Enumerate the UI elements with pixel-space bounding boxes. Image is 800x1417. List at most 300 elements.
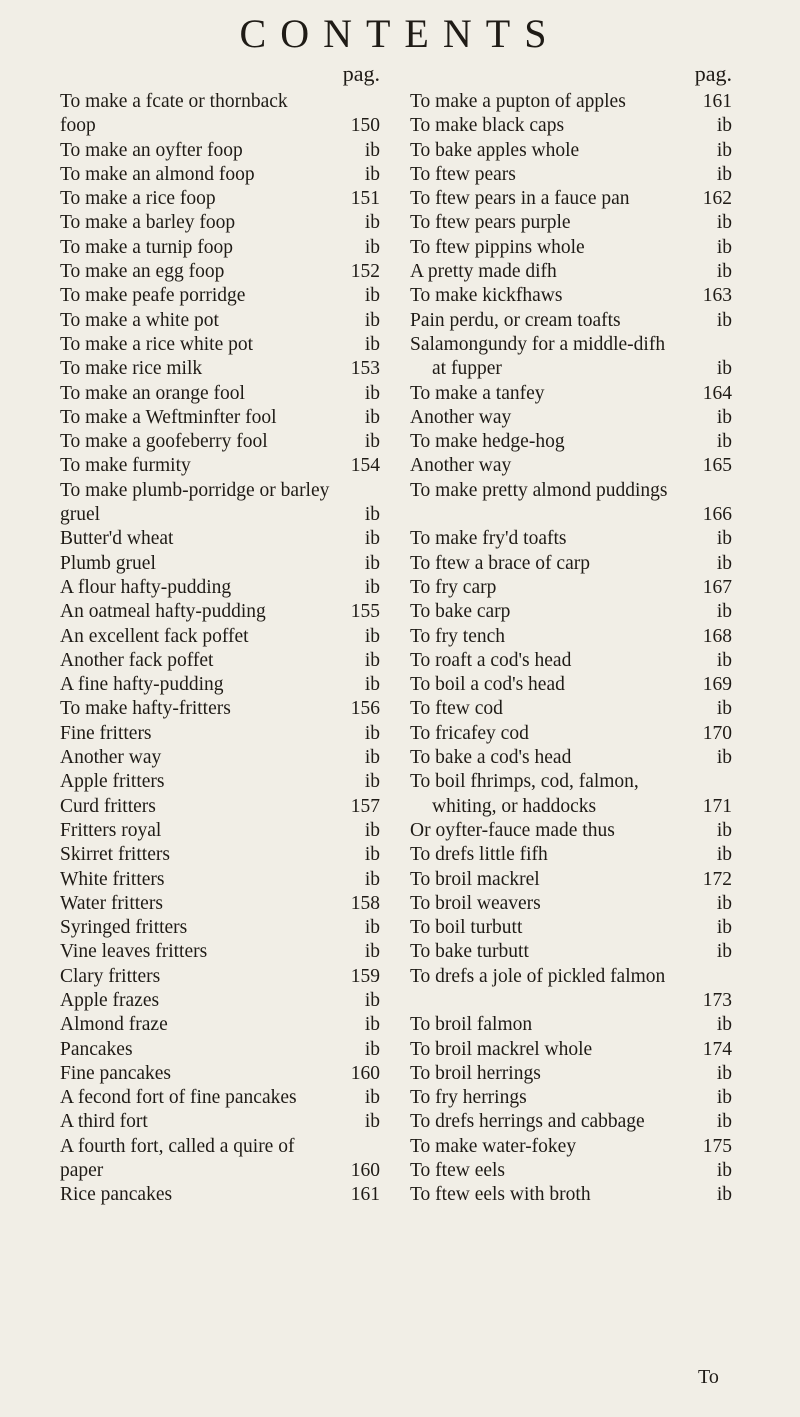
entry-page: ib [364,649,380,671]
entry-title: To make a tanfey [410,382,545,404]
toc-entry [410,843,732,867]
entry-title: Plumb gruel [60,552,156,574]
toc-entry [60,1159,380,1183]
toc-row [410,1038,732,1062]
entry-page: 169 [702,674,732,696]
entry-page: ib [364,406,380,428]
toc-row [60,527,380,551]
toc-row [60,795,380,819]
entry-page: ib [364,552,380,574]
entry-page: ib [716,261,732,283]
entry-title: To make water-fokey [410,1135,577,1157]
pag-label: pag. [694,61,732,86]
entry-title: An oatmeal hafty-pudding [60,601,266,623]
entry-page: ib [716,139,732,161]
toc-row [410,236,732,260]
toc-entry [410,1159,732,1183]
entry-page: ib [716,1062,732,1084]
entry-page: ib [364,819,380,841]
toc-entry [410,552,732,576]
entry-page: ib [364,722,380,744]
toc-row [60,600,380,624]
entry-page: 161 [702,91,732,112]
entry-page: 165 [702,455,732,477]
toc-entry [410,649,732,673]
toc-row [410,479,732,503]
entry-page: ib [716,212,732,234]
entry-title: To fricafey cod [410,722,529,744]
entry-title: Curd fritters [60,795,156,817]
toc-entry [410,673,732,697]
entry-title: paper [60,1160,104,1182]
entry-page: ib [716,1184,732,1206]
entry-page: 160 [350,1160,380,1182]
toc-row [60,819,380,843]
toc-entry [60,454,380,478]
toc-entry [60,892,380,916]
entry-page: ib [716,236,732,258]
toc-row [60,697,380,721]
toc-row [60,965,380,989]
entry-title: To broil falmon [410,1014,533,1036]
toc-row [410,90,732,114]
toc-entry [60,600,380,624]
entry-title: Fine fritters [60,722,152,744]
toc-entry [60,843,380,867]
toc-entry [410,1183,732,1207]
toc-row [60,382,380,406]
entry-page: ib [716,163,732,185]
toc-row [410,1086,732,1110]
entry-page: ib [716,552,732,574]
entry-title: Vine leaves fritters [60,941,208,963]
toc-entry [60,916,380,940]
toc-row [410,770,732,794]
entry-page: ib [716,528,732,550]
catchword: To [698,1366,719,1388]
toc-entry [410,406,732,430]
entry-title: To bake apples whole [410,139,580,161]
toc-row [410,382,732,406]
toc-row [410,722,732,746]
entry-title: To make black caps [410,115,565,137]
entry-title: To make a Weftminfter fool [60,406,277,428]
toc-row [410,965,732,989]
toc-row [410,527,732,551]
toc-row [60,90,380,114]
toc-row [410,1159,732,1183]
toc-entry [410,479,732,528]
entry-page: ib [364,1014,380,1036]
toc-entry [60,503,380,527]
toc-entry [60,965,380,989]
entry-title: A flour hafty-pudding [60,576,232,598]
entry-title: To make fry'd toafts [410,528,567,550]
toc-entry [410,114,732,138]
entry-title: To make an orange fool [60,382,245,404]
toc-row [410,260,732,284]
toc-row [60,1159,380,1183]
right-column [410,58,732,1208]
toc-entry [410,600,732,624]
toc-row [410,309,732,333]
entry-page: ib [364,941,380,963]
toc-row [60,843,380,867]
toc-entry [410,1086,732,1110]
toc-entry [410,576,732,600]
entry-title: To make pretty almond puddings [410,479,668,501]
pag-label: pag. [342,61,380,86]
entry-page: 161 [350,1184,380,1206]
entry-page: ib [716,309,732,331]
toc-row [410,697,732,721]
toc-row [60,1062,380,1086]
toc-entry [60,819,380,843]
toc-entry [410,916,732,940]
entry-page: ib [716,115,732,137]
toc-entry [410,527,732,551]
entry-title: Or oyfter-fauce made thus [410,819,615,841]
toc-entry [60,940,380,964]
entry-title: Clary fritters [60,965,161,987]
entry-title-continued: whiting, or haddocks [432,795,597,817]
entry-title: To make a pupton of apples [410,91,626,112]
toc-entry [60,1062,380,1086]
entry-page: ib [364,1111,380,1133]
entry-page: ib [364,917,380,939]
entry-page: 175 [702,1135,732,1157]
toc-row [60,163,380,187]
entry-title: To make rice milk [60,358,203,380]
toc-row [60,406,380,430]
entry-page: 174 [702,1038,732,1060]
toc-entry [410,90,732,114]
entry-page: ib [364,528,380,550]
entry-title: Another way [410,455,512,477]
entry-title: To make an egg foop [60,261,225,283]
entry-title: To fry carp [410,576,497,598]
toc-row [410,284,732,308]
toc-row [60,503,380,527]
entry-page: 153 [350,358,380,380]
entry-page: ib [716,406,732,428]
entry-page: ib [364,868,380,890]
entry-page: ib [364,236,380,258]
entry-page: ib [364,674,380,696]
entry-title: foop [60,115,96,137]
toc-entry [410,163,732,187]
toc-row [410,916,732,940]
entry-page: 164 [702,382,732,404]
toc-entry [60,625,380,649]
entry-page: 168 [702,625,732,647]
entry-title: Another way [410,406,512,428]
entry-page: ib [364,504,380,526]
entry-title: To make a goofeberry fool [60,431,268,453]
entry-page: ib [364,212,380,234]
right-entry-list [410,90,732,1208]
entry-title: To make a rice white pot [60,333,254,355]
toc-row [410,746,732,770]
toc-entry [60,284,380,308]
entry-page: 173 [702,989,732,1011]
toc-entry [60,479,380,503]
toc-row [410,892,732,916]
entry-page: ib [364,1087,380,1109]
entry-title: To ftew pears in a fauce pan [410,188,630,210]
toc-row-continued [410,357,732,381]
toc-entry [410,454,732,478]
entry-page: ib [364,989,380,1011]
entry-page: ib [716,1014,732,1036]
toc-entry [410,284,732,308]
toc-entry [60,211,380,235]
toc-row [410,576,732,600]
toc-row [60,989,380,1013]
entry-title: Apple frazes [60,989,160,1011]
toc-row [410,940,732,964]
entry-page: ib [716,1087,732,1109]
toc-entry [410,868,732,892]
toc-entry [60,1135,380,1159]
toc-row [60,260,380,284]
toc-entry [410,333,732,382]
toc-row [60,1038,380,1062]
entry-title: To make hafty-fritters [60,698,231,720]
toc-entry [410,139,732,163]
entry-title: To make a rice foop [60,188,216,210]
entry-page: ib [364,333,380,355]
toc-entry [410,892,732,916]
toc-row [410,454,732,478]
toc-entry [60,139,380,163]
toc-row [410,552,732,576]
toc-entry [60,333,380,357]
toc-entry [410,1038,732,1062]
entry-page: 160 [350,1062,380,1084]
toc-row [410,187,732,211]
toc-entry [410,746,732,770]
entry-page: ib [364,431,380,453]
toc-entry [410,260,732,284]
entry-page: 150 [350,115,380,137]
toc-entry [60,576,380,600]
entry-title: To broil herrings [410,1062,541,1084]
toc-row [410,868,732,892]
toc-entry [60,795,380,819]
entry-title: An excellent fack poffet [60,625,249,647]
entry-page: ib [716,698,732,720]
toc-entry [60,989,380,1013]
toc-row [410,163,732,187]
toc-entry [60,406,380,430]
entry-page: ib [364,139,380,161]
toc-entry [410,430,732,454]
toc-row [60,1110,380,1134]
entry-title: Rice pancakes [60,1184,173,1206]
entry-title: To broil weavers [410,892,541,914]
entry-page: ib [716,819,732,841]
entry-page: ib [716,649,732,671]
entry-page: 151 [350,188,380,210]
entry-page: 162 [702,188,732,210]
toc-row [410,114,732,138]
toc-entry [60,1086,380,1110]
entry-page: ib [716,892,732,914]
toc-entry [60,1183,380,1207]
entry-title: Skirret fritters [60,844,170,866]
entry-title: Fritters royal [60,819,162,841]
toc-entry [60,1038,380,1062]
entry-title: White fritters [60,868,165,890]
toc-row [60,625,380,649]
entry-title: To make an oyfter foop [60,139,243,161]
toc-entry [60,649,380,673]
toc-entry [410,309,732,333]
toc-row [410,211,732,235]
entry-title: To ftew pears [410,163,516,185]
entry-page: 170 [702,722,732,744]
entry-title-continued: at fupper [432,358,502,380]
toc-entry [60,309,380,333]
toc-row [410,139,732,163]
toc-row [60,916,380,940]
toc-row [60,746,380,770]
toc-row [60,868,380,892]
toc-row [60,1183,380,1207]
toc-entry [60,163,380,187]
toc-row [60,940,380,964]
toc-entry [60,673,380,697]
entry-title: To ftew eels with broth [410,1184,591,1206]
toc-entry [410,211,732,235]
toc-entry [410,1135,732,1159]
entry-title: Pancakes [60,1038,133,1060]
entry-page: ib [716,941,732,963]
toc-row [60,211,380,235]
toc-entry [410,722,732,746]
toc-entry [60,382,380,406]
entry-page: ib [716,1111,732,1133]
entry-page: 157 [350,795,380,817]
entry-title: Butter'd wheat [60,528,174,550]
entry-title: To boil turbutt [410,917,523,939]
entry-title: To ftew cod [410,698,503,720]
entry-title: To bake carp [410,601,511,623]
toc-entry [60,527,380,551]
toc-row [410,1183,732,1207]
entry-page: ib [364,1038,380,1060]
toc-entry [60,722,380,746]
toc-row [60,576,380,600]
entry-page: 155 [350,601,380,623]
toc-entry [60,1110,380,1134]
entry-page: 166 [702,504,732,526]
entry-title: To drefs little fifh [410,844,548,866]
toc-row-continued [410,795,732,819]
toc-row [60,673,380,697]
toc-row [60,1135,380,1159]
toc-row [60,357,380,381]
entry-title: A fourth fort, called a quire of [60,1135,295,1157]
entry-page: ib [716,358,732,380]
entry-title: To drefs a jole of pickled falmon [410,965,666,987]
toc-entry [410,187,732,211]
toc-entry [410,697,732,721]
entry-page: ib [364,163,380,185]
entry-title: To make a white pot [60,309,219,331]
entry-title: A third fort [60,1111,148,1133]
toc-row [60,722,380,746]
toc-row [410,406,732,430]
entry-title: To make a fcate or thornback [60,91,288,112]
entry-title: Apple fritters [60,771,165,793]
entry-page: ib [364,309,380,331]
entry-page: 163 [702,285,732,307]
toc-row [60,284,380,308]
toc-row [410,649,732,673]
toc-row [60,770,380,794]
toc-row [410,843,732,867]
entry-title: To roaft a cod's head [410,649,572,671]
entry-page: 159 [350,965,380,987]
entry-page: ib [364,747,380,769]
entry-title: To broil mackrel [410,868,540,890]
toc-row [60,1013,380,1037]
entry-title: Another fack poffet [60,649,214,671]
entry-title: To boil a cod's head [410,674,565,696]
entry-title: To ftew pears purple [410,212,571,234]
entry-page: 172 [702,868,732,890]
entry-page: ib [716,601,732,623]
toc-entry [410,965,732,1014]
toc-row [60,187,380,211]
entry-title: To ftew pippins whole [410,236,585,258]
toc-entry [60,114,380,138]
entry-page: ib [364,576,380,598]
toc-row [410,1013,732,1037]
entry-title: To make kickfhaws [410,285,563,307]
entry-page: ib [716,431,732,453]
entry-title: Syringed fritters [60,917,188,939]
entry-page: 156 [350,698,380,720]
toc-entry [60,90,380,114]
toc-entry [60,357,380,381]
toc-row [410,1062,732,1086]
entry-page: ib [716,844,732,866]
entry-title: To boil fhrimps, cod, falmon, [410,771,639,793]
entry-title: To fry tench [410,625,506,647]
entry-title: A fine hafty-pudding [60,674,224,696]
toc-row [60,309,380,333]
page-heading: CONTENTS [239,11,561,56]
toc-row [410,1110,732,1134]
entry-title: To make an almond foop [60,163,255,185]
toc-entry [60,187,380,211]
toc-row [410,430,732,454]
entry-page: 154 [350,455,380,477]
toc-entry [60,552,380,576]
toc-row [410,333,732,357]
entry-title: Salamongundy for a middle-difh [410,333,666,355]
entry-page: 167 [702,576,732,598]
entry-title: Another way [60,747,162,769]
toc-row [60,479,380,503]
entry-page: ib [364,625,380,647]
entry-page: 152 [350,261,380,283]
entry-page: ib [716,1160,732,1182]
entry-page: ib [716,747,732,769]
